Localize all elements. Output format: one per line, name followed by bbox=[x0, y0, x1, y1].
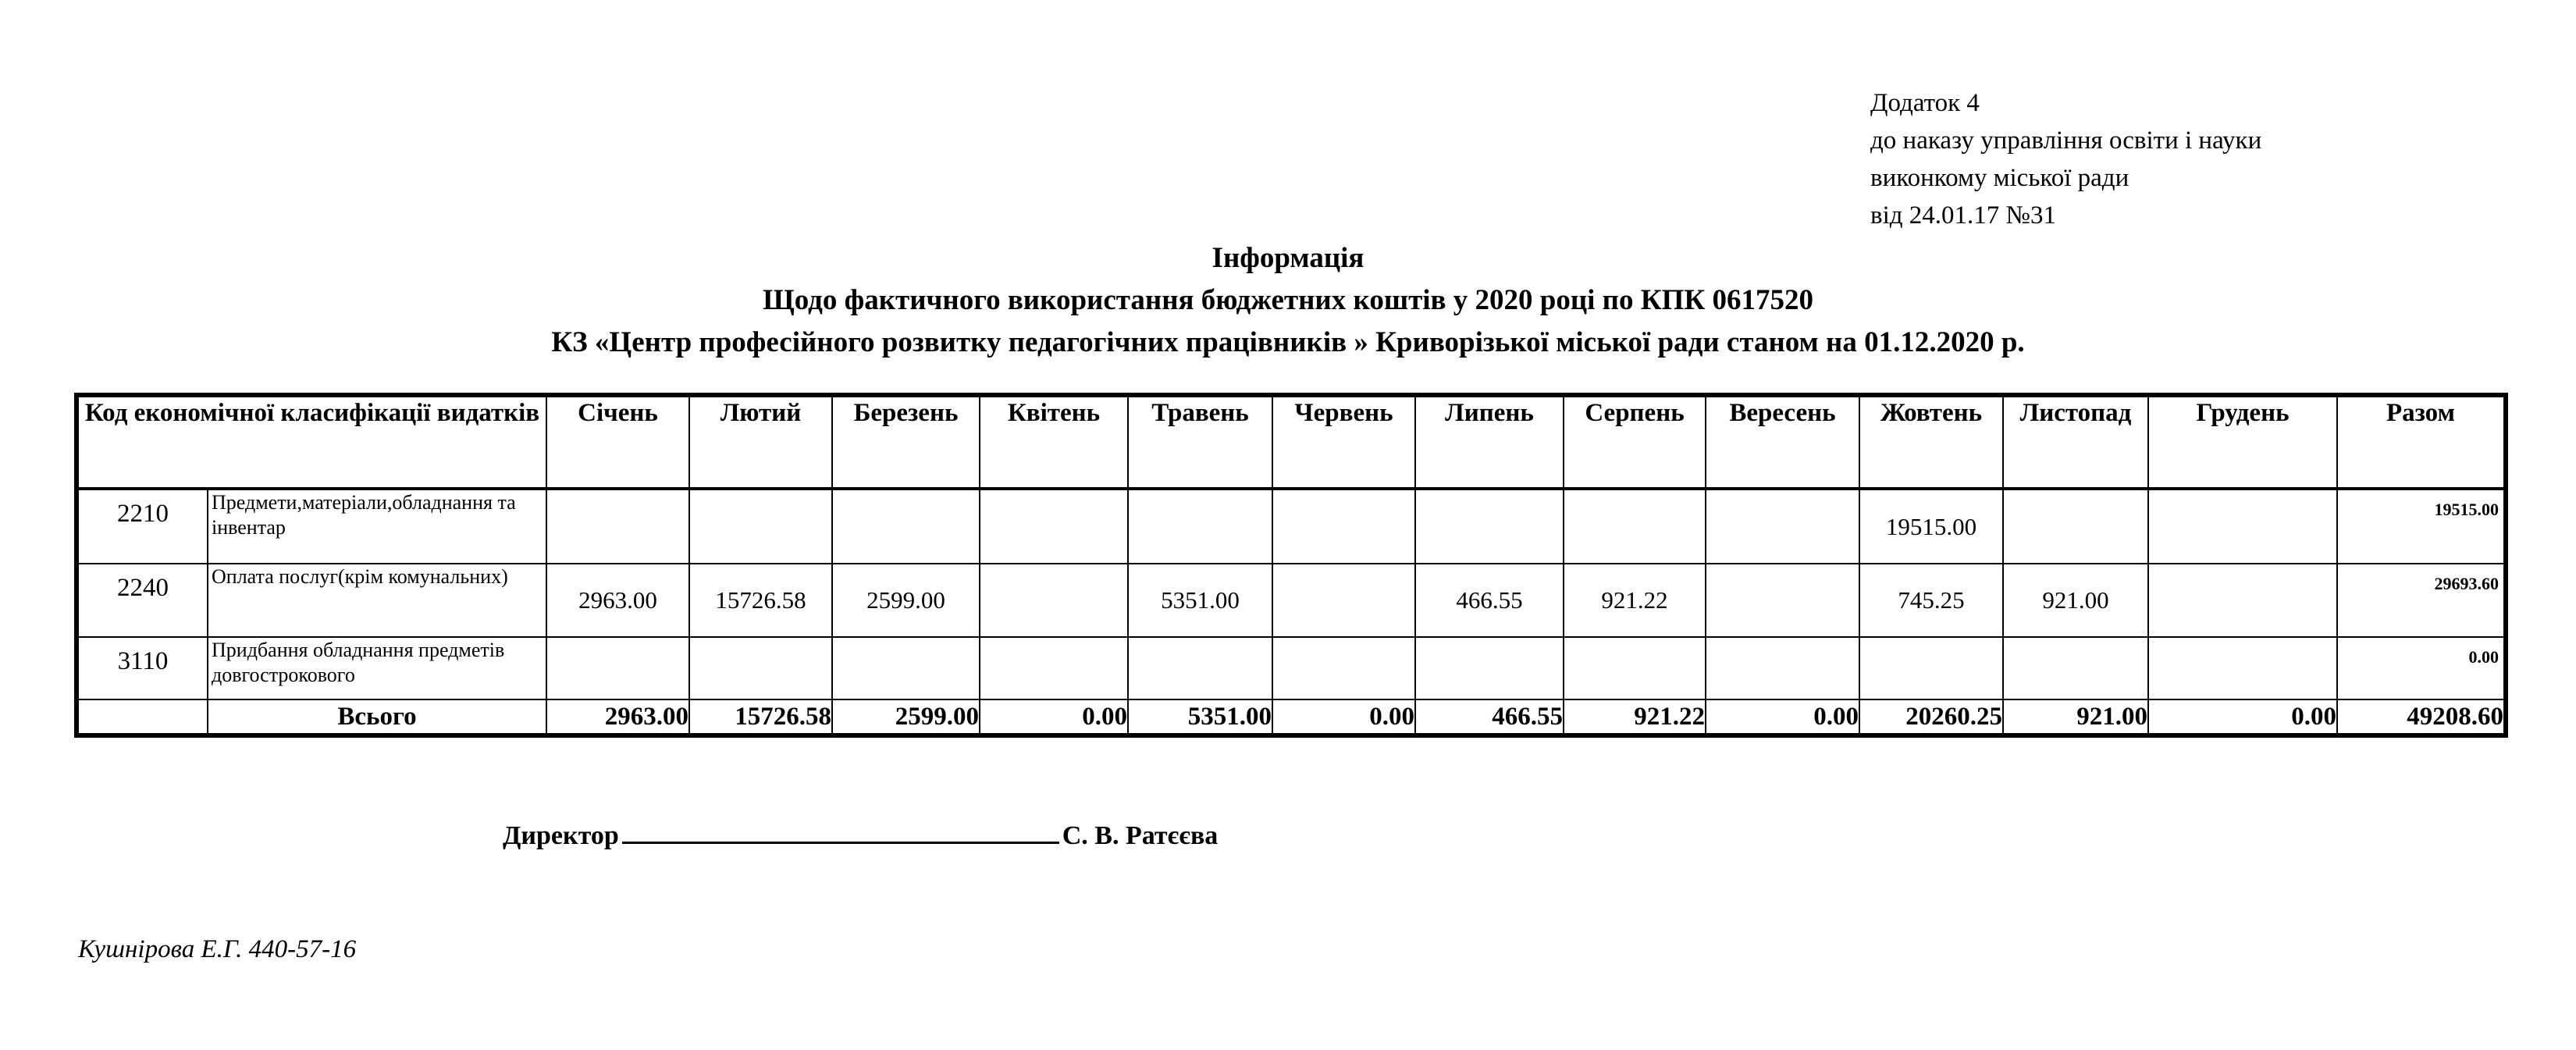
cell-value: 2599.00 bbox=[832, 564, 980, 637]
totals-row bbox=[76, 699, 2506, 735]
annex-line-3: виконкому міської ради bbox=[1870, 164, 2129, 192]
cell-value bbox=[980, 637, 1128, 699]
row-code: 3110 bbox=[76, 637, 208, 699]
annex-block bbox=[1870, 84, 2261, 234]
row-description: Оплата послуг(крім комунальних) bbox=[208, 564, 546, 637]
cell-value bbox=[2003, 489, 2148, 564]
budget-table bbox=[74, 393, 2508, 738]
annex-line-4: від 24.01.17 №31 bbox=[1870, 201, 2057, 230]
cell-value bbox=[2148, 489, 2337, 564]
table-row bbox=[76, 564, 2506, 637]
totals-value: 2599.00 bbox=[832, 699, 980, 735]
month-header: Грудень bbox=[2148, 395, 2337, 489]
cell-value: 5351.00 bbox=[1128, 564, 1272, 637]
row-code: 2240 bbox=[76, 564, 208, 637]
row-total: 0.00 bbox=[2337, 637, 2506, 699]
cell-value bbox=[2148, 564, 2337, 637]
totals-value: 0.00 bbox=[1272, 699, 1415, 735]
signature-block bbox=[503, 821, 1218, 851]
table-row bbox=[76, 489, 2506, 564]
cell-value bbox=[689, 489, 832, 564]
month-header: Листопад bbox=[2003, 395, 2148, 489]
title-line-2: Щодо фактичного використання бюджетних коштів у 2020 році по КПК 0617520 bbox=[763, 284, 1813, 316]
cell-value bbox=[689, 637, 832, 699]
signature-role: Директор bbox=[503, 821, 619, 850]
cell-value bbox=[2003, 637, 2148, 699]
total-header: Разом bbox=[2337, 395, 2506, 489]
month-header: Вересень bbox=[1706, 395, 1859, 489]
cell-value bbox=[1706, 637, 1859, 699]
cell-value bbox=[832, 489, 980, 564]
table-row bbox=[76, 637, 2506, 699]
month-header: Липень bbox=[1415, 395, 1564, 489]
month-header: Травень bbox=[1128, 395, 1272, 489]
cell-value bbox=[832, 637, 980, 699]
cell-value: 745.25 bbox=[1859, 564, 2003, 637]
cell-value: 2963.00 bbox=[546, 564, 689, 637]
totals-value: 20260.25 bbox=[1859, 699, 2003, 735]
cell-value bbox=[1564, 489, 1706, 564]
totals-value: 2963.00 bbox=[546, 699, 689, 735]
totals-value: 0.00 bbox=[1706, 699, 1859, 735]
month-header: Жовтень bbox=[1859, 395, 2003, 489]
cell-value bbox=[546, 489, 689, 564]
totals-value: 15726.58 bbox=[689, 699, 832, 735]
cell-value bbox=[1564, 637, 1706, 699]
cell-value bbox=[1859, 637, 2003, 699]
row-description: Придбання обладнання предметів довгострокового bbox=[208, 637, 546, 699]
cell-value bbox=[1415, 637, 1564, 699]
totals-value: 0.00 bbox=[2148, 699, 2337, 735]
annex-line-1: Додаток 4 bbox=[1870, 89, 1980, 117]
row-description: Предмети,матеріали,обладнання та інвентар bbox=[208, 489, 546, 564]
title-line-1: Інформація bbox=[1212, 242, 1364, 274]
cell-value bbox=[546, 637, 689, 699]
cell-value bbox=[1706, 564, 1859, 637]
totals-value: 5351.00 bbox=[1128, 699, 1272, 735]
cell-value bbox=[1415, 489, 1564, 564]
cell-value bbox=[2148, 637, 2337, 699]
month-header: Червень bbox=[1272, 395, 1415, 489]
signature-name: С. В. Ратєєва bbox=[1062, 821, 1219, 850]
cell-value bbox=[1128, 637, 1272, 699]
annex-line-2: до наказу управління освіти і науки bbox=[1870, 126, 2262, 155]
row-total: 29693.60 bbox=[2337, 564, 2506, 637]
cell-value bbox=[980, 489, 1128, 564]
month-header: Лютий bbox=[689, 395, 832, 489]
month-header: Січень bbox=[546, 395, 689, 489]
cell-value bbox=[1128, 489, 1272, 564]
totals-empty-cell bbox=[76, 699, 208, 735]
table-header-row bbox=[76, 395, 2506, 489]
cell-value bbox=[1272, 637, 1415, 699]
cell-value: 921.22 bbox=[1564, 564, 1706, 637]
cell-value: 15726.58 bbox=[689, 564, 832, 637]
cell-value bbox=[1706, 489, 1859, 564]
cell-value: 921.00 bbox=[2003, 564, 2148, 637]
cell-value: 19515.00 bbox=[1859, 489, 2003, 564]
cell-value bbox=[1272, 489, 1415, 564]
cell-value bbox=[980, 564, 1128, 637]
cell-value bbox=[1272, 564, 1415, 637]
signature-line bbox=[622, 821, 1059, 844]
totals-value: 466.55 bbox=[1415, 699, 1564, 735]
row-code: 2210 bbox=[76, 489, 208, 564]
code-header: Код економічної класифікації видатків bbox=[76, 395, 546, 489]
month-header: Березень bbox=[832, 395, 980, 489]
grand-total: 49208.60 bbox=[2337, 699, 2506, 735]
totals-value: 921.00 bbox=[2003, 699, 2148, 735]
executor-contact: Кушнірова Е.Г. 440-57-16 bbox=[78, 935, 357, 963]
month-header: Квітень bbox=[980, 395, 1128, 489]
title-line-3: КЗ «Центр професійного розвитку педагогічних працівників » Криворізької міської ради станом на 01.12.2020 р. bbox=[551, 326, 2025, 358]
month-header: Серпень bbox=[1564, 395, 1706, 489]
totals-label: Всього bbox=[208, 699, 546, 735]
totals-value: 921.22 bbox=[1564, 699, 1706, 735]
cell-value: 466.55 bbox=[1415, 564, 1564, 637]
document-title bbox=[0, 237, 2576, 364]
row-total: 19515.00 bbox=[2337, 489, 2506, 564]
totals-value: 0.00 bbox=[980, 699, 1128, 735]
